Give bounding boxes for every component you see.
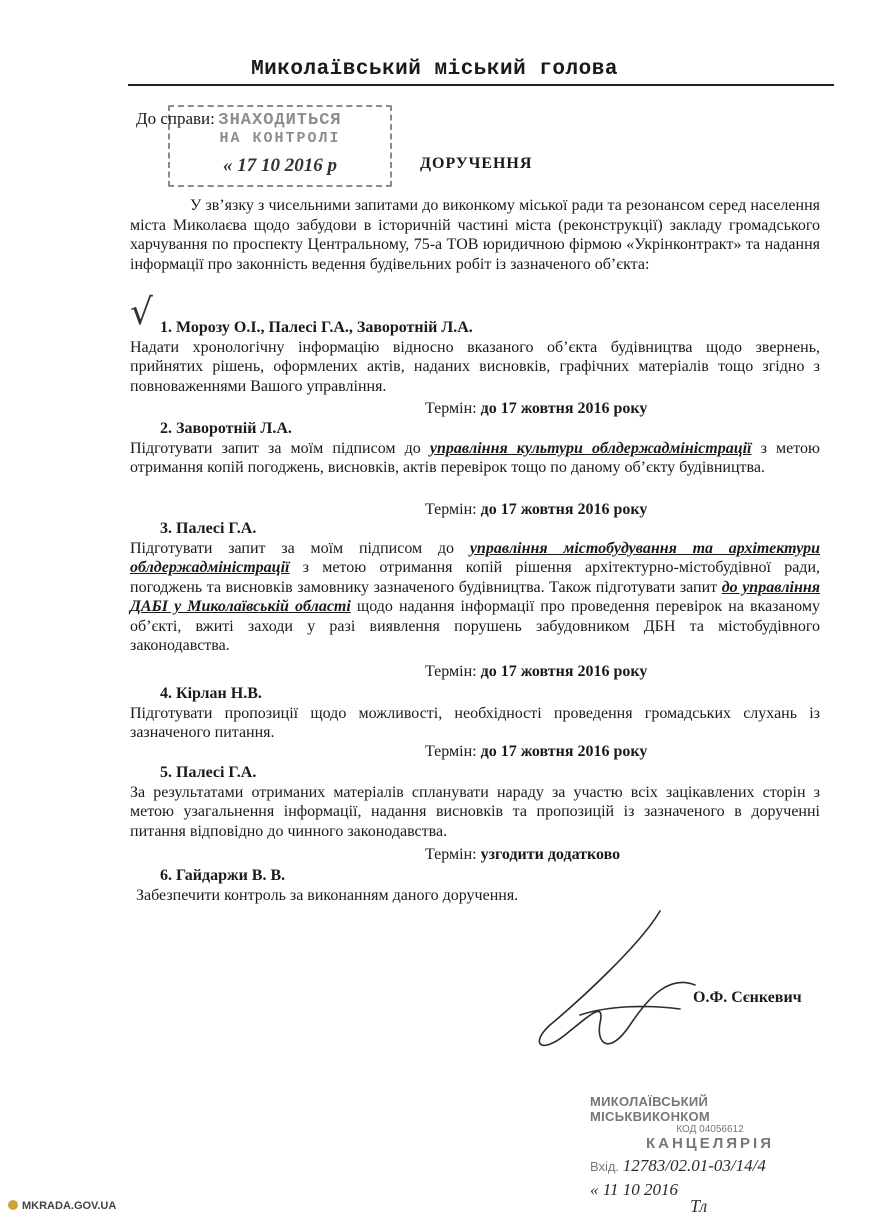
registration-date: « 11 10 2016 (590, 1180, 678, 1199)
item-2-text-b: з метою отримання копій погоджень, висновків, актів перевірок тощо по даному об’єкту будівництва. (130, 439, 821, 476)
control-stamp-line1: ЗНАХОДИТЬСЯ (218, 111, 342, 130)
item-2-text (130, 439, 820, 478)
item-2-emphasis: управління культури облдержадміністрації (429, 439, 752, 457)
item-5-deadline (425, 846, 620, 864)
registration-stamp-code: КОД 04056612 (676, 1124, 744, 1135)
document-title: ДОРУЧЕННЯ (420, 155, 533, 172)
registration-stamp (590, 1094, 830, 1200)
item-2-text-a: Підготувати запит за моїм підписом до (130, 439, 430, 457)
to-case-label: До справи: (136, 109, 215, 128)
item-6 (130, 866, 820, 905)
checkmark-icon: √ (130, 292, 153, 333)
item-4-head: 4. Кірлан Н.В. (160, 685, 262, 702)
item-3-text-b: з метою отримання копій рішення архітектурно-містобудівної ради, погоджень та висновків замовнику зазначеного будівництва. Також підготувати запит (130, 559, 820, 596)
control-stamp-date: « 17 10 2016 р (223, 155, 337, 176)
intro-paragraph: У зв’язку з чисельними запитами до виконкому міської ради та резонансом серед населення міста Миколаєва щодо забудови в історичній частині міста (реконструкції) закладу громадського харчування по проспекту Центральному, 75-а ТОВ юридичною фірмою «Укрінконтракт» та надання інформації про законність ведення будівельних робіт із зазначеного об’єкта: (130, 197, 820, 273)
watermark-text: MKRADA.GOV.UA (22, 1200, 117, 1212)
item-1 (130, 318, 820, 396)
deadline-label: Термін: (425, 846, 477, 863)
deadline-value: до 17 жовтня 2016 року (480, 743, 648, 760)
item-3-head: 3. Палесі Г.А. (160, 520, 257, 537)
item-3-text-a: Підготувати запит за моїм підписом до (130, 539, 470, 557)
deadline-label: Термін: (425, 663, 477, 680)
deadline-value: до 17 жовтня 2016 року (480, 663, 648, 680)
deadline-label: Термін: (425, 743, 477, 760)
item-1-text: Надати хронологічну інформацію відносно вказаного об’єкта будівництва щодо звернень, прийнятих рішень, оформлених актів, наданих висновків, графічних матеріалів тощо згідно з повноваженнями Вашого управління. (130, 338, 820, 395)
item-4-deadline (425, 743, 647, 761)
item-5 (130, 763, 820, 841)
registration-stamp-office: КАНЦЕЛЯРІЯ (645, 1135, 775, 1152)
site-logo-icon (8, 1200, 18, 1210)
header-rule (128, 84, 834, 86)
control-stamp-line2: НА КОНТРОЛІ (219, 130, 341, 147)
item-4 (130, 684, 820, 743)
deadline-value: до 17 жовтня 2016 року (480, 400, 648, 417)
signatory-name: О.Ф. Сєнкевич (693, 989, 802, 1006)
item-6-head: 6. Гайдаржи В. В. (160, 867, 286, 884)
item-3-text-c: щодо надання інформації про проведення перевірок на вказаному об’єкті, вжиті заходи у разі виявлення порушень забудовником ДБН та містобудівного законодавства. (130, 598, 820, 654)
signature (520, 905, 720, 1070)
deadline-label: Термін: (425, 400, 477, 417)
deadline-label: Термін: (425, 501, 477, 518)
registration-incoming (590, 1156, 830, 1176)
item-3-text (130, 539, 820, 656)
item-5-text: За результатами отриманих матеріалів спланувати нараду за участю всіх зацікавлених сторін з метою узагальнення інформації, надання висновків та пропозицій із зазначеного в дорученні питання відповідно до чинного законодавства. (130, 783, 820, 840)
deadline-value: до 17 жовтня 2016 року (480, 501, 648, 518)
watermark (8, 1200, 116, 1212)
item-3-emphasis-2: до управління ДАБІ у Миколаївській області (130, 578, 821, 615)
registration-stamp-org: МИКОЛАЇВСЬКИЙ МІСЬКВИКОНКОМ (590, 1094, 711, 1124)
margin-mark: Тл (690, 1196, 708, 1216)
registration-incoming-number: 12783/02.01-03/14/4 (622, 1156, 766, 1175)
item-2-deadline (425, 501, 647, 519)
item-2 (130, 419, 820, 478)
item-3-deadline (425, 663, 647, 681)
item-3-emphasis: управління містобудування та архітектури облдержадміністрації (130, 539, 820, 576)
page-title: Миколаївський міський голова (251, 58, 618, 81)
item-3 (130, 519, 820, 656)
item-5-head: 5. Палесі Г.А. (160, 764, 257, 781)
item-6-text: Забезпечити контроль за виконанням даного доручення. (136, 886, 519, 904)
item-4-text: Підготувати пропозиції щодо можливості, необхідності проведення громадських слухань із зазначеного питання. (130, 704, 820, 741)
item-1-deadline (425, 400, 647, 418)
item-2-head: 2. Заворотній Л.А. (160, 420, 292, 437)
deadline-value: узгодити додатково (480, 846, 621, 863)
item-1-head: 1. Морозу О.І., Палесі Г.А., Заворотній Л.А. (160, 319, 473, 336)
registration-incoming-label: Вхід. (590, 1159, 620, 1174)
